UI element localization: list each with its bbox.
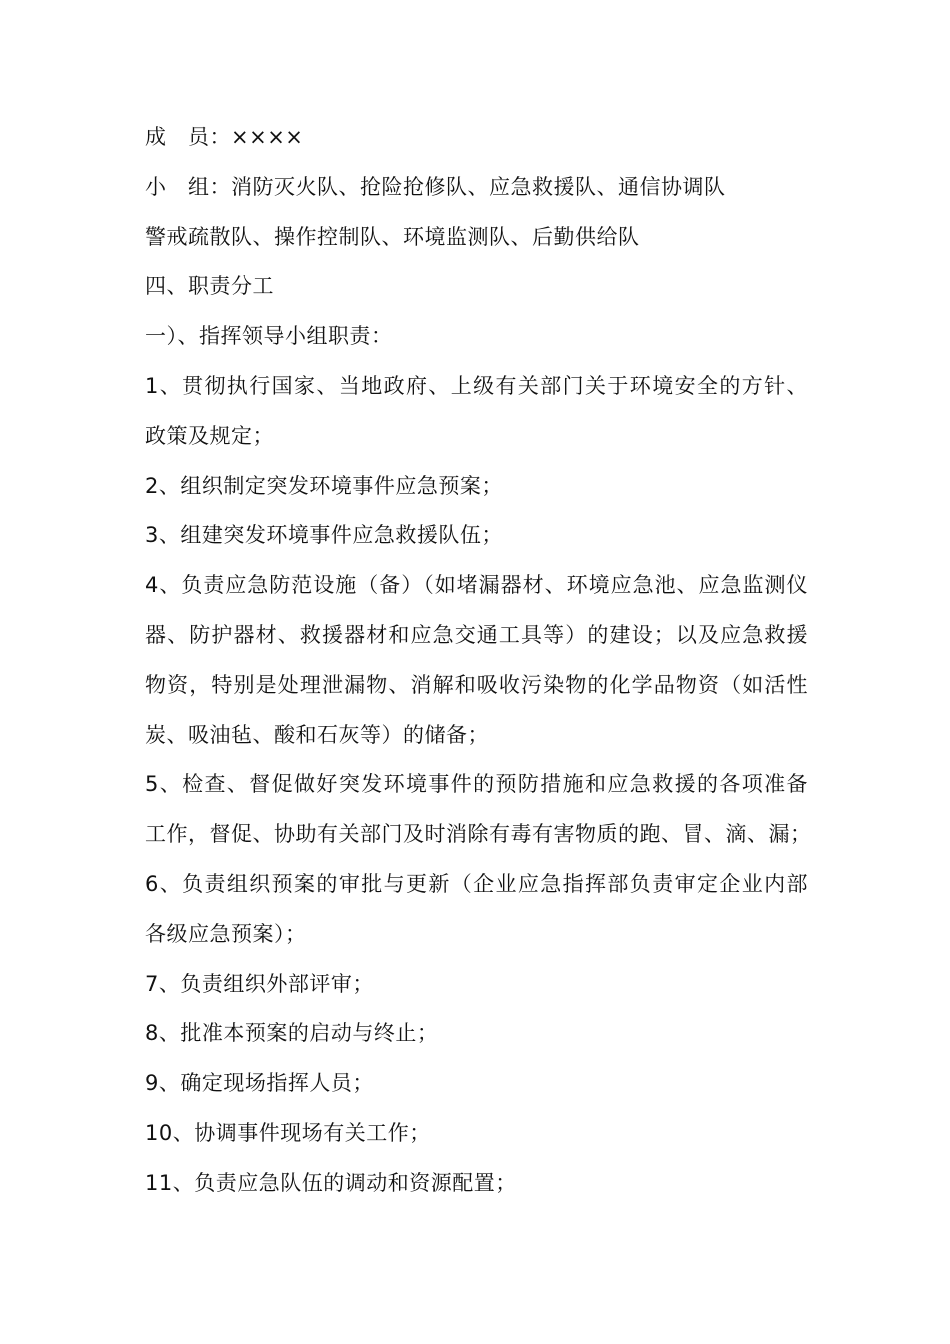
duty-line: 4、负责应急防范设施（备）（如堵漏器材、环境应急池、应急监测仪 (145, 573, 808, 598)
duty-line: 2、组织制定突发环境事件应急预案； (145, 473, 503, 498)
members-label: 成 员： (145, 125, 231, 149)
duty-line: 7、负责组织外部评审； (145, 971, 374, 996)
members-line (145, 113, 815, 163)
members-value: ×××× (231, 125, 304, 149)
duty-line: 10、协调事件现场有关工作； (145, 1120, 431, 1145)
duty-line: 工作，督促、协助有关部门及时消除有毒有害物质的跑、冒、滴、漏； (145, 822, 812, 847)
teams-line-1 (145, 163, 815, 213)
duty-line: 器、防护器材、救援器材和应急交通工具等）的建设；以及应急救援 (145, 622, 808, 647)
duty-line: 9、确定现场指挥人员； (145, 1071, 374, 1096)
duty-line: 炭、吸油毡、酸和石灰等）的储备； (145, 722, 489, 747)
teams-label: 小 组： (145, 174, 231, 199)
duty-line: 物资，特别是处理泄漏物、消解和吸收污染物的化学品物资（如活性 (145, 672, 808, 697)
teams-line-2: 警戒疏散队、操作控制队、环境监测队、后勤供给队 (145, 224, 640, 249)
duty-line: 1、贯彻执行国家、当地政府、上级有关部门关于环境安全的方针、 (145, 373, 808, 398)
duty-line: 6、负责组织预案的审批与更新（企业应急指挥部负责审定企业内部 (145, 871, 808, 896)
duty-line: 各级应急预案）； (145, 921, 307, 946)
duty-line: 3、组建突发环境事件应急救援队伍； (145, 523, 503, 548)
duty-line: 5、检查、督促做好突发环境事件的预防措施和应急救援的各项准备 (145, 772, 808, 797)
duty-line: 11、负责应急队伍的调动和资源配置； (145, 1170, 517, 1195)
section-heading: 四、职责分工 (145, 274, 274, 299)
duty-line: 政策及规定； (145, 423, 274, 448)
teams-list-1: 消防灭火队、抢险抢修队、应急救援队、通信协调队 (231, 174, 726, 199)
duty-line: 8、批准本预案的启动与终止； (145, 1021, 439, 1046)
document-body (145, 113, 815, 1209)
subsection-heading: 一）、指挥领导小组职责： (145, 324, 393, 349)
